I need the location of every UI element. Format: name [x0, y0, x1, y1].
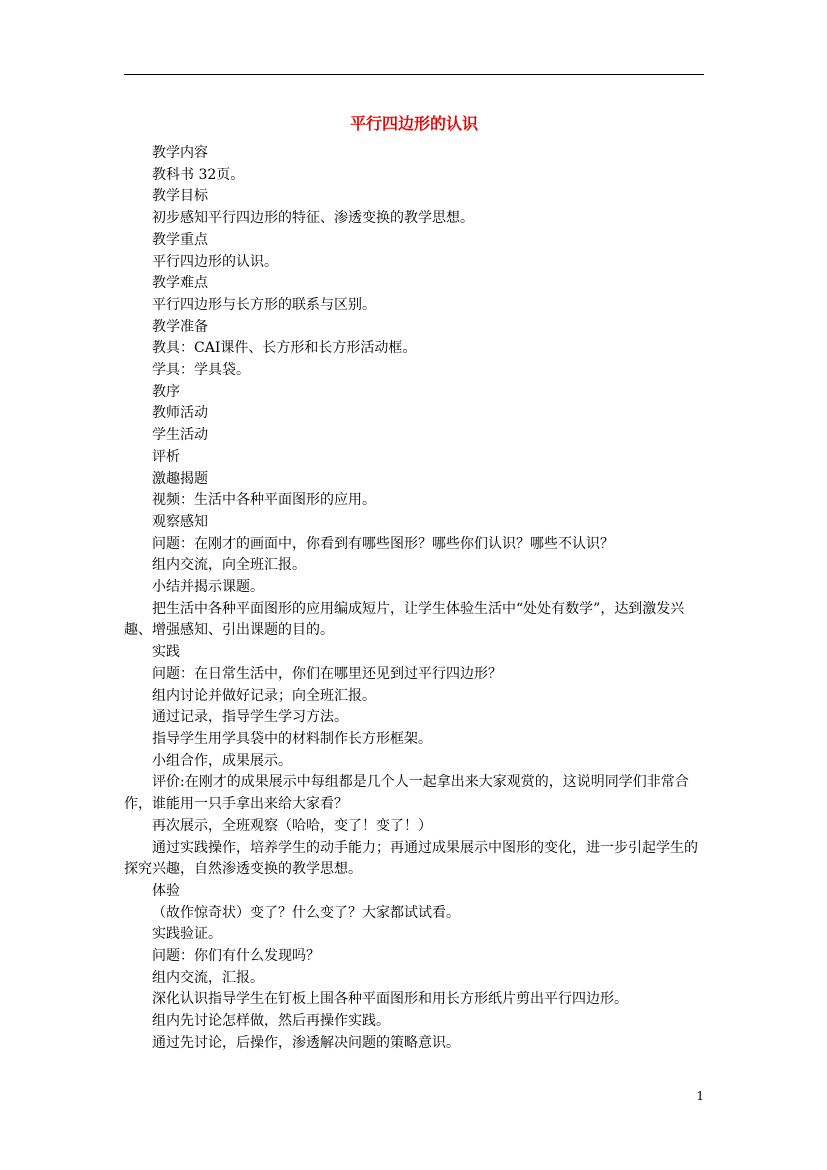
paragraph: 教科书 32页。 [152, 166, 245, 183]
paragraph: 教学准备 [152, 318, 208, 335]
paragraph: 教学重点 [152, 231, 208, 248]
paragraph: 视频：生活中各种平面图形的应用。 [152, 492, 376, 509]
paragraph: 平行四边形与长方形的联系与区别。 [152, 296, 376, 313]
paragraph: 通过记录，指导学生学习方法。 [152, 709, 348, 726]
paragraph: 问题：在刚才的画面中，你看到有哪些图形？哪些你们认识？哪些不认识？ [152, 535, 614, 552]
paragraph: 通过先讨论，后操作，渗透解决问题的策略意识。 [152, 1034, 460, 1051]
document-body [124, 143, 704, 1055]
paragraph: 教学目标 [152, 188, 208, 205]
paragraph: 激趣揭题 [152, 470, 208, 487]
paragraph: 再次展示，全班观察（哈哈，变了！变了！） [152, 817, 432, 834]
paragraph: 教师活动 [152, 405, 208, 422]
paragraph: 组内先讨论怎样做，然后再操作实践。 [152, 1013, 390, 1030]
paragraph: （故作惊奇状）变了？什么变了？大家都试试看。 [152, 904, 460, 921]
paragraph: 学生活动 [152, 427, 208, 444]
paragraph: 学具：学具袋。 [152, 362, 250, 379]
paragraph: 观察感知 [152, 513, 208, 530]
paragraph: 小组合作，成果展示。 [152, 752, 292, 769]
paragraph: 问题：你们有什么发现吗？ [152, 948, 320, 965]
paragraph: 小结并揭示课题。 [152, 579, 264, 596]
paragraph: 体验 [152, 882, 180, 899]
paragraph: 深化认识指导学生在钉板上围各种平面图形和用长方形纸片剪出平行四边形。 [152, 991, 628, 1008]
paragraph: 评析 [152, 448, 180, 465]
paragraph: 通过实践操作，培养学生的动手能力；再通过成果展示中图形的变化，进一步引起学生的探究兴趣，自然渗透变换的教学思想。 [124, 839, 698, 878]
paragraph: 初步感知平行四边形的特征、渗透变换的教学思想。 [152, 210, 474, 227]
page-number: 1 [696, 1089, 704, 1103]
paragraph: 教学难点 [152, 275, 208, 292]
paragraph: 评价:在刚才的成果展示中每组都是几个人一起拿出来大家观赏的，这说明同学们非常合作，谁能用一只手拿出来给大家看？ [124, 774, 689, 813]
paragraph: 实践验证。 [152, 926, 222, 943]
paragraph: 平行四边形的认识。 [152, 253, 278, 270]
paragraph: 指导学生用学具袋中的材料制作长方形框架。 [152, 730, 432, 747]
document-title: 平行四边形的认识 [349, 114, 478, 133]
paragraph: 实践 [152, 644, 180, 661]
paragraph: 组内交流，汇报。 [152, 969, 264, 986]
paragraph: 教序 [152, 383, 180, 400]
paragraph: 教学内容 [152, 145, 208, 161]
paragraph: 教具：CAI课件、长方形和长方形活动框。 [152, 340, 417, 357]
paragraph: 把生活中各种平面图形的应用编成短片，让学生体验生活中“处处有数学”，达到激发兴趣、增强感知、引出课题的目的。 [124, 600, 685, 639]
paragraph: 问题：在日常生活中，你们在哪里还见到过平行四边形？ [152, 665, 502, 682]
header-rule [124, 74, 704, 75]
paragraph: 组内交流，向全班汇报。 [152, 557, 306, 574]
paragraph: 组内讨论并做好记录；向全班汇报。 [152, 687, 376, 704]
